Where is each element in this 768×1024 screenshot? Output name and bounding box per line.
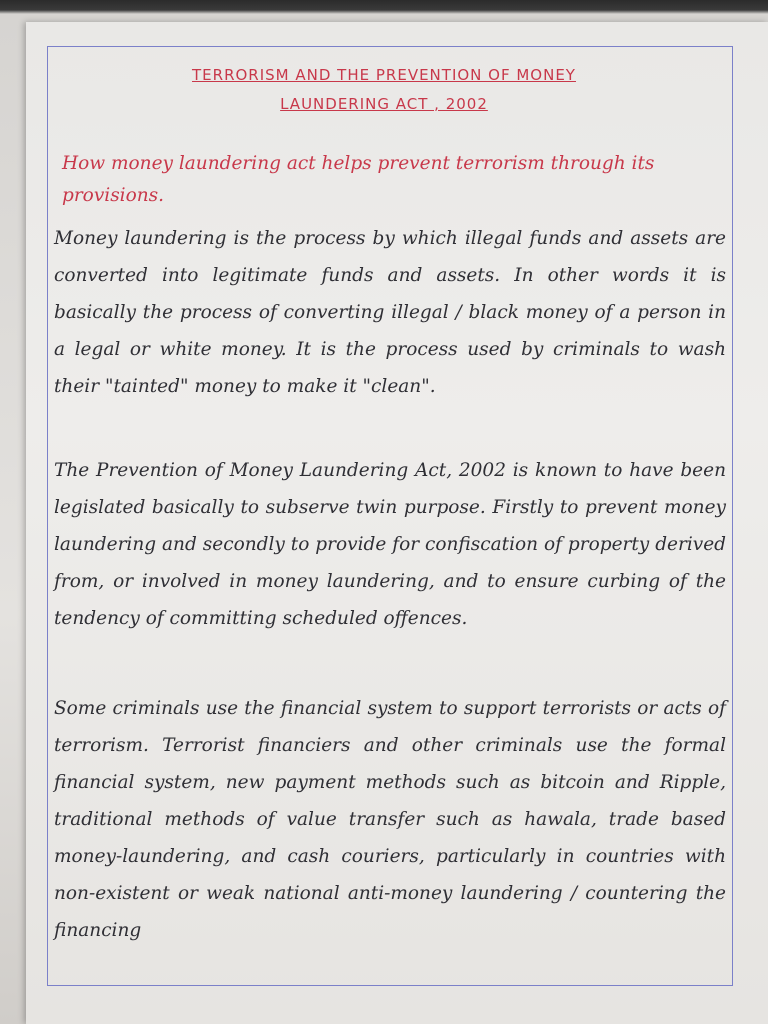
- paragraph-terror-financing: Some criminals use the financial system to support terrorists or acts of terrorism. Terrorist financiers and other criminals use the formal financial system, new payment methods such as bitcoin and Ripple, traditional methods of value transfer such as hawala, trade based money-laundering, and cash couriers, particularly in countries with non-existent or weak national anti-money laundering / countering the financing: [54, 698, 726, 941]
- title-line-2: [0, 95, 768, 113]
- title-line-1: [0, 66, 768, 84]
- question-heading: How money laundering act helps prevent terrorism through its provisions.: [62, 153, 655, 206]
- title-line-2-text: LAUNDERING ACT , 2002: [280, 95, 488, 113]
- paragraph-pmla-purpose: The Prevention of Money Laundering Act, 2002 is known to have been legislated basically to subserve twin purpose. Firstly to prevent money laundering and secondly to provide for confiscation of property derived from, or involved in money laundering, and to ensure curbing of the tendency of committing scheduled offences.: [54, 460, 726, 629]
- paragraph-definition: Money laundering is the process by which illegal funds and assets are converted into legitimate funds and assets. In other words it is basically the process of converting illegal / black money of a person in a legal or white money. It is the process used by criminals to wash their "tainted" money to make it "clean".: [54, 228, 726, 397]
- title-line-1-text: TERRORISM AND THE PREVENTION OF MONEY: [192, 66, 576, 84]
